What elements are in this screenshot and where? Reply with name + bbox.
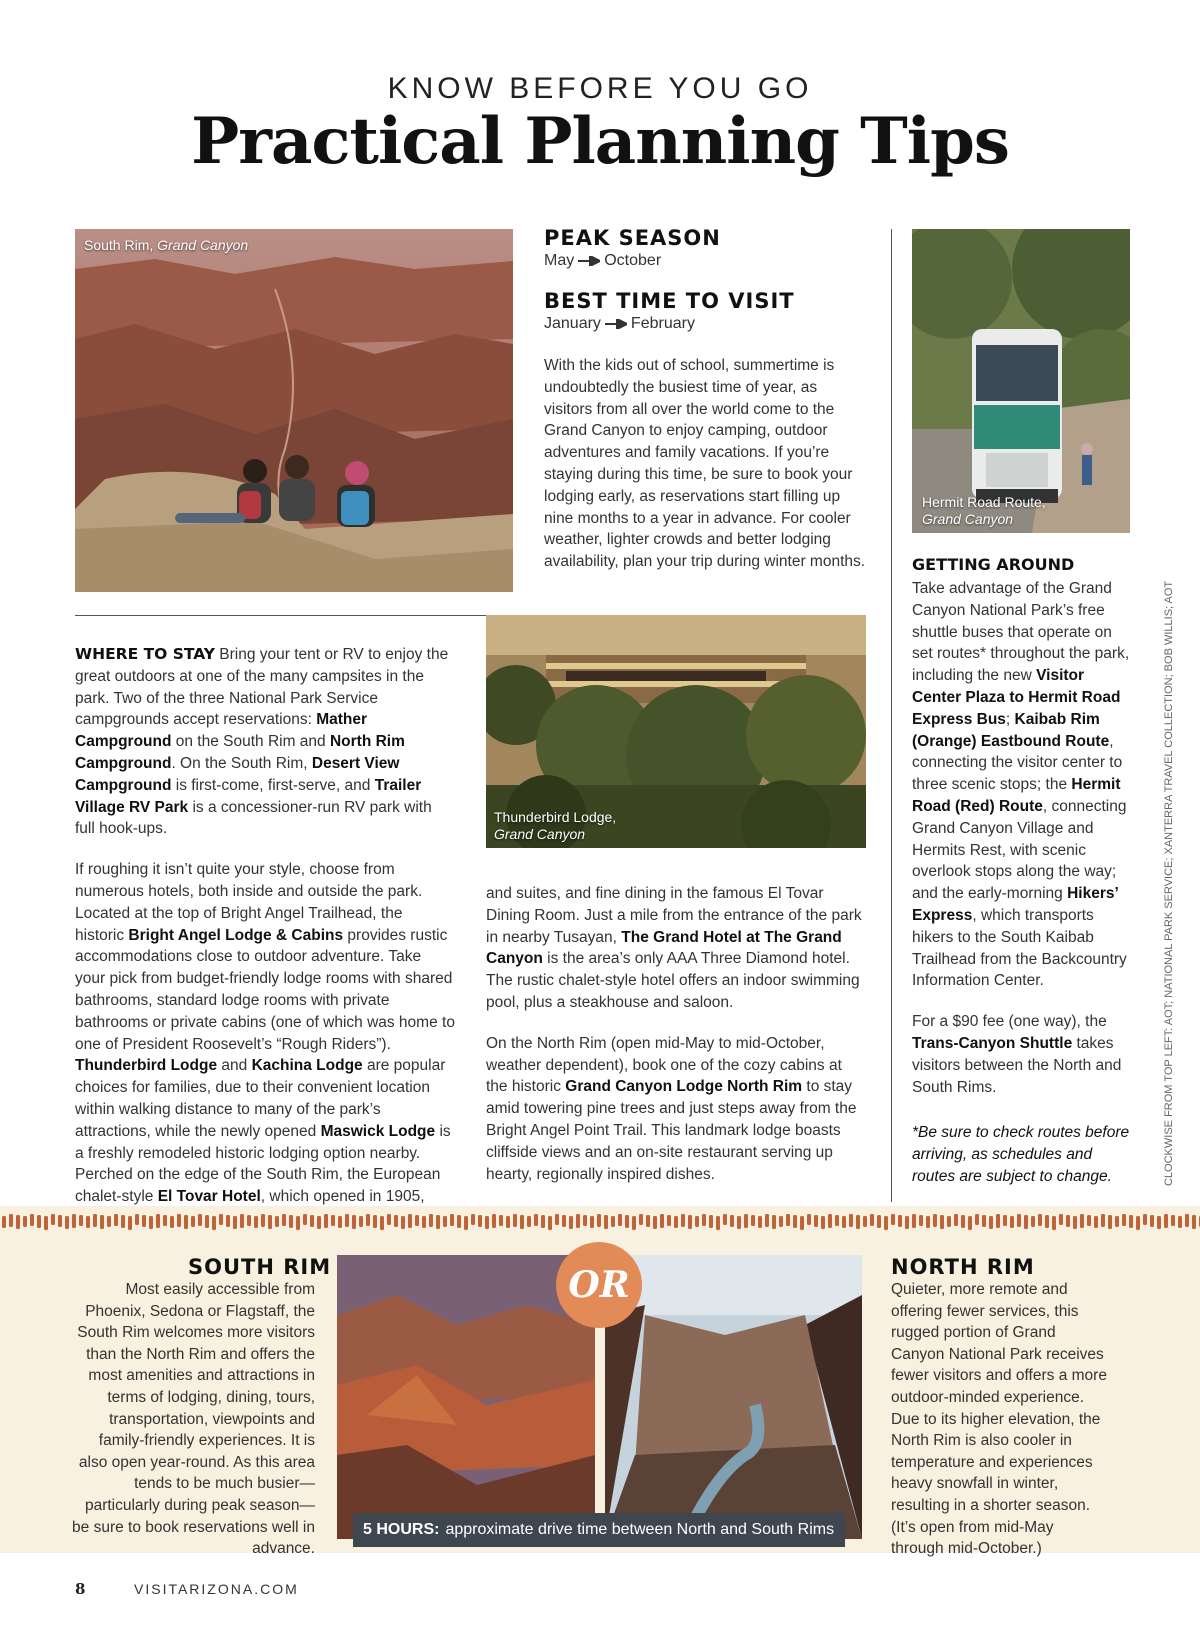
stripe-mark (499, 1215, 503, 1226)
stripe-mark (233, 1216, 237, 1229)
stripe-mark (114, 1214, 118, 1226)
stripe-mark (870, 1214, 874, 1226)
stripe-mark (1136, 1216, 1140, 1230)
stripe-mark (408, 1214, 412, 1228)
stripe-mark (268, 1215, 272, 1229)
stripe-mark (576, 1214, 580, 1228)
stripe-mark (919, 1215, 923, 1226)
stripe-mark (758, 1216, 762, 1228)
stripe-mark (79, 1215, 83, 1226)
stripe-mark (1143, 1214, 1147, 1225)
text-run: is first-come, first-serve, and (171, 776, 375, 794)
stripe-mark (394, 1215, 398, 1227)
stripe-mark (37, 1215, 41, 1228)
stripe-mark (730, 1215, 734, 1227)
stripe-mark (898, 1215, 902, 1227)
best-time-range: January February (544, 315, 695, 332)
text-run: takes visitors between the North and South Rims. (912, 1034, 1122, 1096)
bold-name: Hikers’ Express (912, 885, 1118, 924)
stripe-mark (968, 1216, 972, 1230)
where-to-stay-heading: WHERE TO STAY (75, 645, 215, 663)
stripe-mark (737, 1216, 741, 1229)
bold-name: Mather Campground (75, 711, 368, 751)
stripe-mark (723, 1214, 727, 1225)
stripe-mark (275, 1216, 279, 1227)
stripe-mark (989, 1216, 993, 1229)
stripe-mark (1031, 1216, 1035, 1227)
stripe-mark (492, 1214, 496, 1228)
stripe-mark (709, 1215, 713, 1228)
stripe-mark (170, 1216, 174, 1228)
text-run: Take advantage of the Grand Canyon National Park’s free shuttle buses that operate on set routes* throughout the park, including the new (912, 580, 1130, 685)
stripe-mark (548, 1216, 552, 1230)
stripe-mark (184, 1215, 188, 1229)
bold-name: Bright Angel Lodge & Cabins (128, 926, 344, 944)
stripe-mark (702, 1214, 706, 1226)
stripe-mark (891, 1214, 895, 1225)
stripe-mark (254, 1216, 258, 1228)
text-run: ; (1005, 710, 1015, 728)
stripe-mark (1101, 1214, 1105, 1227)
text-run: on the South Rim and (171, 733, 330, 751)
stripe-mark (1164, 1214, 1168, 1228)
arrow-right-icon (605, 319, 627, 329)
kicker: KNOW BEFORE YOU GO (387, 72, 813, 105)
stripe-mark (646, 1215, 650, 1227)
stripe-mark (1094, 1216, 1098, 1228)
stripe-mark (16, 1215, 20, 1229)
stripe-mark (142, 1215, 146, 1227)
bold-name: Kaibab Rim (Orange) Eastbound Route (912, 710, 1110, 750)
peak-season-heading: PEAK SEASON (544, 226, 721, 250)
stripe-mark (541, 1215, 545, 1228)
stripe-mark (443, 1216, 447, 1227)
stripe-mark (765, 1214, 769, 1227)
stripe-mark (807, 1214, 811, 1225)
south-rim-text: Most easily accessible from Phoenix, Sedona or Flagstaff, the South Rim welcomes more visitors than the North Rim and offers the most amenities and attractions in terms of lodging, dining, tours, transportation, viewpoints and family-friendly experiences. It is also open year-round. As this area tends to be much busier—particularly during peak season—be sure to book reservations well in advance. (72, 1281, 315, 1558)
stripe-mark (1059, 1214, 1063, 1225)
bold-name: Desert View Campground (75, 754, 400, 794)
stripe-mark (947, 1216, 951, 1227)
stripe-mark (751, 1215, 755, 1226)
text-run: , connecting the visitor center to three scenic stops; the (912, 732, 1123, 794)
stripe-mark (100, 1215, 104, 1229)
stripe-mark (982, 1215, 986, 1227)
stripe-mark (464, 1216, 468, 1230)
stripe-mark (793, 1215, 797, 1228)
stripe-mark (555, 1214, 559, 1225)
bold-name: Trans-Canyon Shuttle (912, 1034, 1073, 1052)
season-paragraph: With the kids out of school, summertime is undoubtedly the busiest time of year, as visitors from all over the world come to the Grand Canyon to enjoy camping, outdoor adventures and family vacations. If you’re staying during this time, be sure to book your lodging early, as reservations start filling up nine months to a year in advance. For cooler weather, lighter crowds and better lodging availability, plan your trip during winter months. (544, 357, 866, 571)
drive-time-text: approximate drive time between North and South Rims (445, 1521, 835, 1538)
stripe-mark (429, 1214, 433, 1227)
routes-note: *Be sure to check routes before arriving, as schedules and routes are subject to change. (912, 1124, 1130, 1185)
site-url: VISITARIZONA.COM (134, 1581, 299, 1597)
stripe-mark (590, 1216, 594, 1228)
bold-name: The Grand Hotel at The Grand Canyon (486, 928, 842, 968)
where-to-stay-paragraph-3 (486, 883, 866, 1014)
drive-time-hours: 5 HOURS: (363, 1521, 440, 1538)
stripe-mark (653, 1216, 657, 1229)
best-time-heading: BEST TIME TO VISIT (544, 289, 795, 313)
stripe-mark (905, 1216, 909, 1229)
stripe-mark (156, 1214, 160, 1228)
photo-credit: CLOCKWISE FROM TOP LEFT: AOT; NATIONAL PARK SERVICE; XANTERRA TRAVEL COLLECTION; BOB WILLIS; AOT (1163, 580, 1175, 1186)
page-number: 8 (75, 1580, 86, 1598)
stripe-mark (149, 1216, 153, 1229)
text-run: , connecting Grand Canyon Village and Hermits Rest, with scenic overlook stops along the way; and the early-morning (912, 797, 1127, 903)
stripe-mark (1178, 1216, 1182, 1228)
stripe-mark (30, 1214, 34, 1226)
stripe-mark (450, 1214, 454, 1226)
bold-name: Hermit Road (Red) Route (912, 776, 1121, 815)
stripe-mark (1185, 1214, 1189, 1227)
stripe-mark (863, 1216, 867, 1227)
stripe-mark (345, 1214, 349, 1227)
stripe-mark (884, 1216, 888, 1230)
stripe-mark (681, 1214, 685, 1227)
stripe-mark (828, 1214, 832, 1228)
bold-name: Grand Canyon Lodge North Rim (565, 1078, 803, 1096)
stripe-mark (961, 1215, 965, 1228)
stripe-mark (485, 1216, 489, 1229)
stripe-mark (219, 1214, 223, 1225)
text-run: If roughing it isn’t quite your style, choose from numerous hotels, both inside and outside the park. Located at the top of Bright Angel Trailhead, the historic (75, 861, 423, 944)
stripe-mark (716, 1216, 720, 1230)
stripe-mark (478, 1215, 482, 1227)
stripe-mark (128, 1216, 132, 1230)
stripe-mark (506, 1216, 510, 1228)
stripe-mark (1045, 1215, 1049, 1228)
text-run: and (217, 1057, 252, 1075)
stripe-mark (51, 1214, 55, 1225)
text-run: Bring your tent or RV to enjoy the great outdoors at one of the many campsites in the park. Two of the three National Park Service campgrounds accept reservations: (75, 646, 449, 729)
stripe-mark (366, 1214, 370, 1226)
where-to-stay-column-1 (75, 644, 455, 1249)
stripe-mark (1171, 1215, 1175, 1226)
where-to-stay-paragraph-4 (486, 1033, 866, 1186)
stripe-mark (583, 1215, 587, 1226)
stripe-mark (226, 1215, 230, 1227)
stripe-mark (121, 1215, 125, 1228)
stripe-mark (324, 1214, 328, 1228)
bold-name: El Tovar Hotel (157, 1188, 261, 1206)
bold-name: Thunderbird Lodge (75, 1057, 218, 1075)
stripe-mark (562, 1215, 566, 1227)
stripe-mark (380, 1216, 384, 1230)
stripe-mark (247, 1215, 251, 1226)
stripe-mark (597, 1214, 601, 1227)
drive-time-banner (353, 1513, 845, 1547)
stripe-mark (205, 1215, 209, 1228)
stripe-mark (331, 1215, 335, 1226)
stripe-mark (401, 1216, 405, 1229)
stripe-mark (338, 1216, 342, 1228)
where-to-stay-column-2 (486, 883, 866, 1204)
text-run: are popular choices for families, due to their convenient location within walking distance to many of the park’s attractions, while the newly opened (75, 1057, 446, 1140)
stripe-mark (72, 1214, 76, 1228)
stripe-mark (674, 1216, 678, 1228)
stripe-mark (1087, 1215, 1091, 1226)
text-run: and suites, and fine dining in the famous El Tovar Dining Room. Just a mile from the entrance of the park in nearby Tusayan, (486, 885, 862, 946)
page-title: Practical Planning Tips (191, 104, 1009, 179)
stripe-mark (415, 1215, 419, 1226)
stripe-mark (933, 1214, 937, 1227)
stripe-mark (198, 1214, 202, 1226)
stripe-mark (625, 1215, 629, 1228)
getting-around-text (912, 578, 1130, 1117)
stripe-mark (996, 1214, 1000, 1228)
stripe-mark (9, 1214, 13, 1227)
text-run: is a freshly remodeled historic lodging option nearby. Perched on the edge of the South Rim, the European chalet-style (75, 1122, 451, 1206)
south-rim-photo (75, 229, 513, 592)
stripe-mark (93, 1214, 97, 1227)
text-run: is a concessioner-run RV park with full hook-ups. (75, 798, 432, 838)
stripe-mark (471, 1214, 475, 1225)
stripe-mark (212, 1216, 216, 1230)
bold-name: Kachina Lodge (251, 1057, 363, 1075)
text-run: . On the South Rim, (171, 754, 312, 772)
stripe-mark (86, 1216, 90, 1228)
text-run: provides rustic accommodations close to outdoor adventure. Take your pick from budget-friendly lodge rooms with shared bathrooms, standard lodge rooms with private bathrooms or private cabins (one of which was home to one of President Roosevelt’s “Rough Riders”). (75, 926, 455, 1053)
stripe-mark (44, 1216, 48, 1230)
stripe-mark (296, 1216, 300, 1230)
stripe-mark (23, 1216, 27, 1227)
stripe-mark (842, 1216, 846, 1228)
stripe-mark (534, 1214, 538, 1226)
stripe-mark (282, 1214, 286, 1226)
stripe-mark (1052, 1216, 1056, 1230)
stripe-mark (457, 1215, 461, 1228)
stripe-mark (436, 1215, 440, 1229)
peak-season-range: May October (544, 252, 662, 269)
stripe-mark (191, 1216, 195, 1227)
text-run: to stay amid towering pine trees and just steps away from the Bright Angel Point Trail. This landmark lodge boasts cliffside views and an on-site restaurant serving up hearty, regionally inspired dishes. (486, 1078, 857, 1183)
stripe-mark (65, 1216, 69, 1229)
stripe-mark (527, 1216, 531, 1227)
stripe-mark (1073, 1216, 1077, 1229)
text-run: , which transports hikers to the South Kaibab Trailhead from the Backcountry Information Center. (912, 906, 1127, 990)
stripe-mark (940, 1215, 944, 1229)
stripe-mark (632, 1216, 636, 1230)
stripe-mark (849, 1214, 853, 1227)
south-rim-heading: SOUTH RIM (188, 1255, 332, 1279)
stripe-mark (744, 1214, 748, 1228)
stripe-mark (877, 1215, 881, 1228)
stripe-mark (1080, 1214, 1084, 1228)
south-rim-caption: South Rim, Grand Canyon (84, 237, 249, 253)
text-run: is the area’s only AAA Three Diamond hotel. The rustic chalet-style hotel offers an indoor swimming pool, plus a steakhouse and saloon. (486, 950, 860, 1011)
north-rim-text: Quieter, more remote and offering fewer services, this rugged portion of Grand Canyon National Park receives fewer visitors and offers a more outdoor-minded experience. Due to its higher elevation, the North Rim is also cooler in temperature and experiences heavy snowfall in winter, resulting in a shorter season. (It’s open from mid-May through mid-October.) (891, 1281, 1107, 1558)
stripe-mark (814, 1215, 818, 1227)
getting-around-heading: GETTING AROUND (912, 555, 1075, 574)
stripe-mark (618, 1214, 622, 1226)
stripe-mark (177, 1214, 181, 1227)
stripe-mark (975, 1214, 979, 1225)
stripe-mark (163, 1215, 167, 1226)
stripe-mark (135, 1214, 139, 1225)
thunderbird-lodge-photo (486, 615, 866, 848)
stripe-mark (1150, 1215, 1154, 1227)
text-run: On the North Rim (open mid-May to mid-October, weather dependent), book one of the cozy cabins at the historic (486, 1034, 842, 1096)
stripe-mark (520, 1215, 524, 1229)
stripe-mark (310, 1215, 314, 1227)
stripe-mark (695, 1216, 699, 1227)
stripe-mark (387, 1214, 391, 1225)
stripe-mark (1157, 1216, 1161, 1229)
stripe-mark (954, 1214, 958, 1226)
stripe-mark (58, 1215, 62, 1227)
stripe-mark (1010, 1216, 1014, 1228)
stripe-mark (289, 1215, 293, 1228)
where-to-stay-text-1 (75, 646, 448, 837)
stripe-mark (373, 1215, 377, 1228)
stripe-mark (1129, 1215, 1133, 1228)
stripe-mark (1122, 1214, 1126, 1226)
column-divider (891, 229, 892, 1202)
stripe-mark (1038, 1214, 1042, 1226)
south-rim-canyon-photo (337, 1255, 595, 1539)
stripe-mark (359, 1216, 363, 1227)
decorative-stripe-pattern (0, 1206, 1200, 1236)
stripe-mark (261, 1214, 265, 1227)
stripe-mark (779, 1216, 783, 1227)
stripe-mark (422, 1216, 426, 1228)
where-to-stay-paragraph-1 (75, 644, 455, 840)
north-rim-heading: NORTH RIM (891, 1255, 1035, 1279)
stripe-mark (2, 1216, 6, 1228)
stripe-mark (688, 1215, 692, 1229)
stripe-mark (660, 1214, 664, 1228)
shuttle-caption: Hermit Road Route, Grand Canyon (922, 494, 1046, 527)
stripe-mark (835, 1215, 839, 1226)
bold-name: Trailer Village RV Park (75, 776, 422, 816)
stripe-mark (1003, 1215, 1007, 1226)
stripe-mark (513, 1214, 517, 1227)
bold-name: Maswick Lodge (320, 1122, 436, 1140)
arrow-right-icon (578, 256, 600, 266)
text-run: , which opened in 1905, (260, 1188, 425, 1206)
stripe-mark (604, 1215, 608, 1229)
stripe-mark (352, 1215, 356, 1229)
stripe-mark (926, 1216, 930, 1228)
stripe-mark (611, 1216, 615, 1227)
stripe-mark (240, 1214, 244, 1228)
stripe-mark (1024, 1215, 1028, 1229)
getting-around-paragraph-2 (912, 1011, 1130, 1098)
north-rim-canyon-photo (605, 1255, 862, 1539)
stripe-mark (1066, 1215, 1070, 1227)
shuttle-photo (912, 229, 1130, 533)
stripe-mark (1115, 1216, 1119, 1227)
stripe-mark (1017, 1214, 1021, 1227)
stripe-mark (569, 1216, 573, 1229)
bold-name: North Rim Campground (75, 733, 405, 772)
stripe-mark (856, 1215, 860, 1229)
bold-name: Visitor Center Plaza to Hermit Road Express Bus (912, 667, 1121, 728)
stripe-mark (772, 1215, 776, 1229)
stripe-mark (821, 1216, 825, 1229)
thunderbird-caption: Thunderbird Lodge, Grand Canyon (494, 809, 617, 842)
text-run: For a $90 fee (one way), the (912, 1013, 1107, 1031)
or-badge: OR (556, 1242, 642, 1328)
stripe-mark (303, 1214, 307, 1225)
stripe-mark (107, 1216, 111, 1227)
section-divider (75, 615, 487, 616)
stripe-mark (1108, 1215, 1112, 1229)
stripe-mark (912, 1214, 916, 1228)
stripe-mark (639, 1214, 643, 1225)
stripe-mark (317, 1216, 321, 1229)
where-to-stay-paragraph-2 (75, 859, 455, 1230)
stripe-mark (667, 1215, 671, 1226)
stripe-mark (786, 1214, 790, 1226)
stripe-mark (800, 1216, 804, 1230)
stripe-mark (1192, 1215, 1196, 1229)
getting-around-paragraph-1 (912, 578, 1130, 992)
